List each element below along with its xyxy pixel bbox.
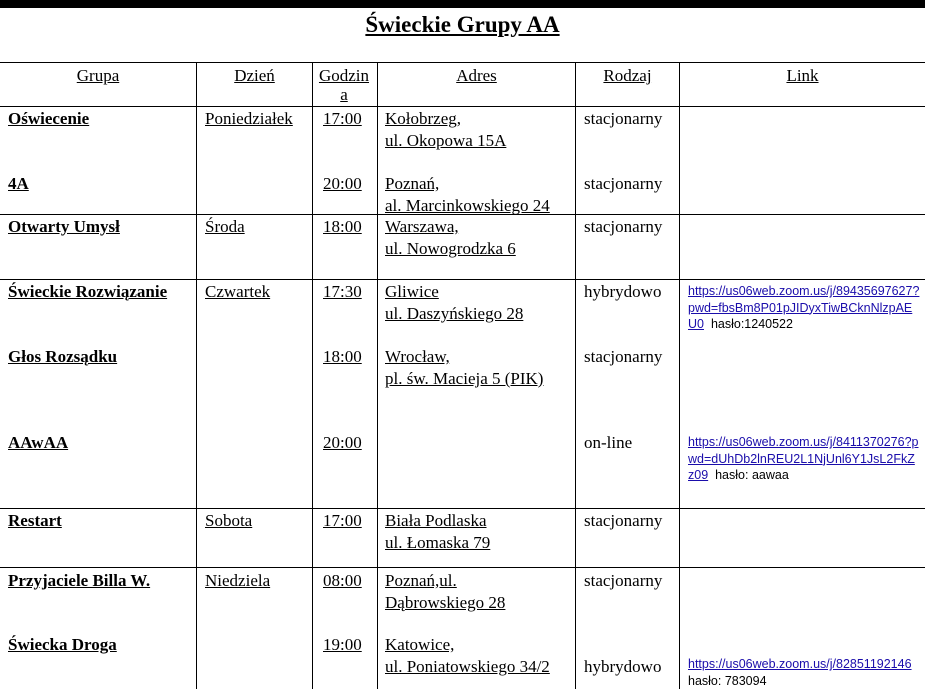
table-row-rodzaj: hybrydowo [584, 282, 662, 301]
table-row-grupa[interactable]: Świeckie Rozwiązanie [8, 282, 168, 301]
table-row-grupa[interactable]: Oświecenie [8, 109, 90, 128]
table-row-adres: Biała Podlaska [385, 511, 487, 530]
table-row-rodzaj: stacjonarny [584, 511, 663, 530]
table-row-adres-line2: ul. Daszyńskiego 28 [385, 304, 524, 323]
table-row-dzien: Niedziela [205, 571, 271, 590]
column-divider [679, 62, 680, 689]
table-row-rodzaj: stacjonarny [584, 571, 663, 590]
table-row-dzien: Poniedziałek [205, 109, 293, 128]
header-dzien: Dzień [234, 66, 275, 85]
table-row-godzina: 08:00 [323, 571, 362, 590]
table-row-adres-line2: pl. św. Macieja 5 (PIK) [385, 369, 544, 388]
table-row-rodzaj: on-line [584, 433, 633, 452]
table-row-link-cell [688, 434, 920, 484]
table-row-adres: Poznań,ul. [385, 571, 457, 590]
table-row-godzina: 20:00 [323, 433, 362, 452]
row-divider [0, 567, 925, 568]
table-row-adres: Wrocław, [385, 347, 450, 366]
table-row-rodzaj: stacjonarny [584, 347, 663, 366]
page-title: Świeckie Grupy AA [365, 12, 560, 37]
table-row-grupa[interactable]: Świecka Droga [8, 635, 117, 654]
table-row-godzina: 17:00 [323, 511, 362, 530]
table-row-link-cell [688, 283, 920, 333]
zoom-link[interactable]: https://us06web.zoom.us/j/89435697627?pwd=fbsBm8P01pJIDyxTiwBCknNlzpAEU0 [688, 284, 920, 331]
table-row-adres: Warszawa, [385, 217, 459, 236]
table-row-adres-line2: ul. Okopowa 15A [385, 131, 507, 150]
table-row-godzina: 20:00 [323, 174, 362, 193]
table-row-godzina: 17:30 [323, 282, 362, 301]
column-divider [312, 62, 313, 689]
table-row-adres: Kołobrzeg, [385, 109, 462, 128]
table-row-adres-line2: ul. Poniatowskiego 34/2 [385, 657, 550, 676]
zoom-link[interactable]: https://us06web.zoom.us/j/82851192146 [688, 657, 912, 671]
table-row-rodzaj: stacjonarny [584, 174, 663, 193]
table-row-link-cell [688, 656, 920, 689]
table-row-adres: Gliwice [385, 282, 439, 301]
table-row-dzien: Środa [205, 217, 245, 236]
password-text: hasło: 783094 [688, 673, 767, 688]
table-row-grupa[interactable]: Przyjaciele Billa W. [8, 571, 151, 590]
table-row-grupa[interactable]: Głos Rozsądku [8, 347, 118, 366]
table-row-godzina: 17:00 [323, 109, 362, 128]
header-grupa: Grupa [76, 66, 120, 85]
column-divider [196, 62, 197, 689]
table-row-rodzaj: stacjonarny [584, 109, 663, 128]
table-row-grupa[interactable]: Otwarty Umysł [8, 217, 120, 236]
table-row-grupa[interactable]: 4A [8, 174, 29, 193]
table-row-adres-line2: Dąbrowskiego 28 [385, 593, 506, 612]
row-divider [0, 279, 925, 280]
table-row-godzina: 18:00 [323, 347, 362, 366]
top-border [0, 0, 925, 8]
header-link: Link [786, 66, 819, 85]
header-bottom-line [0, 106, 925, 107]
table-row-godzina: 18:00 [323, 217, 362, 236]
table-row-rodzaj: stacjonarny [584, 217, 663, 236]
table-row-dzien: Czwartek [205, 282, 271, 301]
column-divider [575, 62, 576, 689]
column-divider [377, 62, 378, 689]
table-row-grupa[interactable]: AAwAA [8, 433, 69, 452]
table-row-adres: Katowice, [385, 635, 455, 654]
table-row-godzina: 19:00 [323, 635, 362, 654]
header-godzina: Godzina [318, 66, 370, 104]
table-row-adres: Poznań, [385, 174, 440, 193]
table-top-line [0, 62, 925, 63]
table-row-rodzaj: hybrydowo [584, 657, 662, 676]
table-row-adres-line2: ul. Łomaska 79 [385, 533, 491, 552]
table-row-grupa[interactable]: Restart [8, 511, 62, 530]
password-text: hasło:1240522 [710, 317, 793, 331]
table-row-adres-line2: al. Marcinkowskiego 24 [385, 196, 550, 215]
password-text: hasło: aawaa [715, 468, 789, 482]
row-divider [0, 508, 925, 509]
zoom-link[interactable]: https://us06web.zoom.us/j/8411370276?pwd=dUhDb2lnREU2L1NjUnl6Y1JsL2FkZz09 [688, 435, 919, 482]
table-row-adres-line2: ul. Nowogrodzka 6 [385, 239, 516, 258]
table-row-dzien: Sobota [205, 511, 253, 530]
header-rodzaj: Rodzaj [603, 66, 652, 85]
header-adres: Adres [456, 66, 497, 85]
